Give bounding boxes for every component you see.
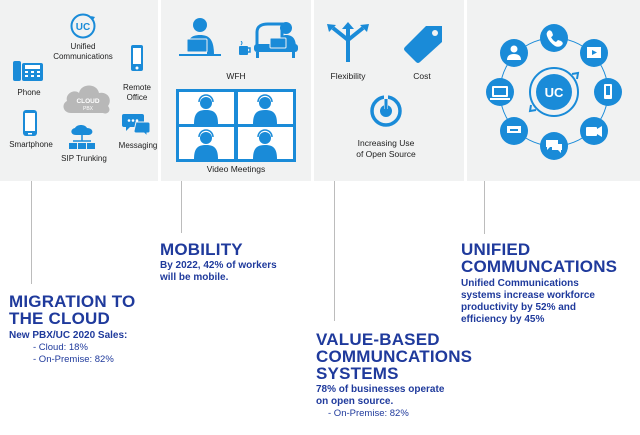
heading-mobility: MOBILITY (160, 240, 243, 259)
label-phone: Phone (17, 88, 41, 97)
migration-item-cloud: - Cloud: 18% (33, 342, 88, 353)
heading-value-based: VALUE-BASED COMMUNCATIONS SYSTEMS (316, 330, 473, 383)
coffee-cup-icon (238, 41, 252, 56)
label-flexibility: Flexibility (330, 71, 366, 81)
label-cost: Cost (413, 71, 431, 81)
unified-text: Unified Communications systems increase workforce productivity by 52% and efficiency by 45% (461, 278, 595, 325)
label-smartphone: Smartphone (9, 140, 53, 149)
messaging-icon (122, 112, 152, 136)
cloud-pbx-icon (59, 77, 113, 119)
desk-phone-icon (12, 59, 44, 83)
label-video-meetings: Video Meetings (206, 164, 266, 174)
open-source-power-icon (368, 91, 404, 129)
price-tag-icon (402, 24, 444, 64)
label-wfh: WFH (226, 71, 246, 81)
unified-communications-hub-icon (479, 17, 629, 167)
label-remote-office: Remote Office (122, 83, 151, 102)
migration-item-onpremise: - On-Premise: 82% (33, 354, 114, 365)
uc-phone-icon (69, 12, 97, 40)
uc-badge-text: UC (75, 22, 91, 33)
connector-line-unified (484, 181, 485, 234)
cloud-text-1: CLOUD (76, 98, 100, 105)
smartphone-icon (22, 109, 38, 137)
value-text: 78% of businesses operate on open source. (316, 384, 445, 407)
cloud-text-2: PBX (82, 106, 94, 112)
sip-trunking-icon (68, 125, 96, 151)
label-sip-trunking: SIP Trunking (61, 154, 107, 163)
mobility-text: By 2022, 42% of workers will be mobile. (160, 260, 277, 283)
value-item-onpremise: - On-Premise: 82% (328, 408, 409, 419)
remote-office-phone-icon (130, 44, 144, 72)
heading-unified: UNIFIED COMMUNCATIONS (461, 240, 618, 276)
label-unified-communications: Unified Communications (53, 42, 113, 61)
wfh-person-laptop-icon (177, 17, 223, 57)
uc-center-text: UC (544, 85, 564, 100)
connector-line-value (334, 181, 335, 321)
label-open-source: Increasing Use of Open Source (356, 138, 416, 159)
video-meetings-icon (176, 89, 296, 162)
connector-line-migration (31, 181, 32, 284)
heading-migration: MIGRATION TO THE CLOUD (9, 292, 136, 328)
label-messaging: Messaging (118, 141, 158, 150)
wfh-couch-icon (252, 20, 302, 60)
connector-line-mobility (181, 181, 182, 233)
flexibility-arrows-icon (325, 22, 371, 62)
migration-subtitle: New PBX/UC 2020 Sales: (9, 330, 128, 341)
